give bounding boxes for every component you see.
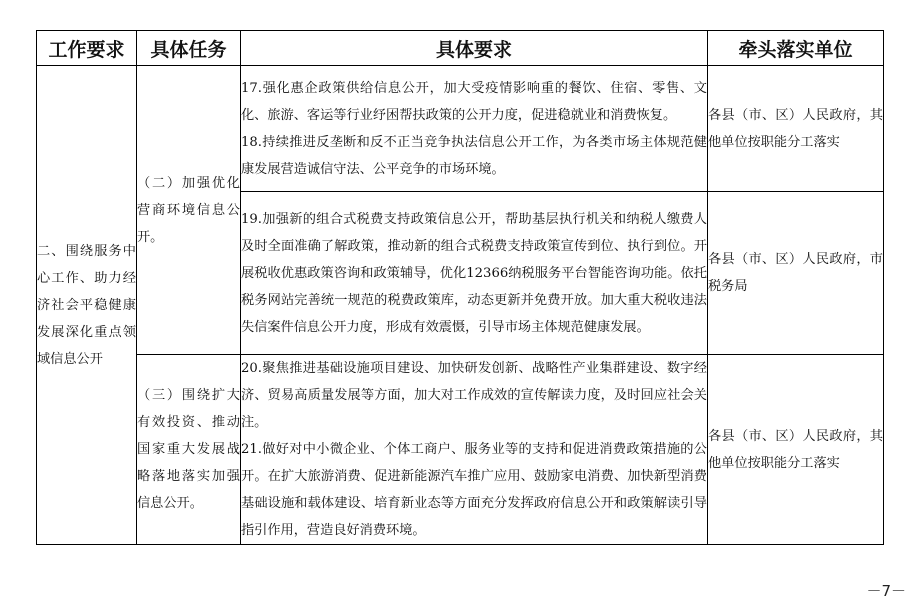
requirement-cell <box>241 66 708 192</box>
header-specific-requirement: 具体要求 <box>241 31 708 66</box>
lead-unit-cell: 各县（市、区）人民政府，其他单位按职能分工落实 <box>708 355 884 545</box>
header-specific-task: 具体任务 <box>137 31 241 66</box>
requirement-item: 21.做好对中小微企业、个体工商户、服务业等的支持和促进消费政策措施的公开。在扩大旅游消费、促进新能源汽车推广应用、鼓励家电消费、加快新型消费基础设施和载体建设、培育新业态等方面充分发挥政府信息公开和政策解读引导指引作用，营造良好消费环境。 <box>241 442 707 538</box>
requirement-item: 19.加强新的组合式税费支持政策信息公开，帮助基层执行机关和纳税人缴费人及时全面准确了解政策，推动新的组合式税费支持政策宣传到位、执行到位。开展税收优惠政策咨询和政策辅导，优化12366纳税服务平台智能咨询功能。依托税务网站完善统一规范的税费政策库，动态更新并免费开放。加大重大税收违法失信案件信息公开力度，形成有效震慑，引导市场主体规范健康发展。 <box>241 211 707 335</box>
task-cell: （三）围绕扩大有效投资、推动国家重大发展战略落地落实加强信息公开。 <box>137 355 241 545</box>
work-requirement-cell: 二、围绕服务中心工作、助力经济社会平稳健康发展深化重点领域信息公开 <box>37 66 137 545</box>
header-lead-unit: 牵头落实单位 <box>708 31 884 66</box>
header-row <box>37 31 884 66</box>
requirement-item: 20.聚焦推进基础设施项目建设、加快研发创新、战略性产业集群建设、数字经济、贸易高质量发展等方面，加大对工作成效的宣传解读力度，及时回应社会关注。 <box>241 361 707 430</box>
table-row <box>37 66 884 192</box>
task-cell: （二）加强优化营商环境信息公开。 <box>137 66 241 355</box>
lead-unit-cell: 各县（市、区）人民政府，市税务局 <box>708 192 884 355</box>
header-work-requirement: 工作要求 <box>37 31 137 66</box>
requirement-cell <box>241 355 708 545</box>
requirement-cell <box>241 192 708 355</box>
lead-unit-cell: 各县（市、区）人民政府，其他单位按职能分工落实 <box>708 66 884 192</box>
table-row <box>37 355 884 545</box>
page-number: －7－ <box>866 582 906 600</box>
task-table <box>36 30 884 545</box>
requirement-item: 17.强化惠企政策供给信息公开，加大受疫情影响重的餐饮、住宿、零售、文化、旅游、客运等行业纾困帮扶政策的公开力度，促进稳就业和消费恢复。 <box>241 80 707 123</box>
requirement-item: 18.持续推进反垄断和反不正当竞争执法信息公开工作，为各类市场主体规范健康发展营造诚信守法、公平竞争的市场环境。 <box>241 134 707 177</box>
